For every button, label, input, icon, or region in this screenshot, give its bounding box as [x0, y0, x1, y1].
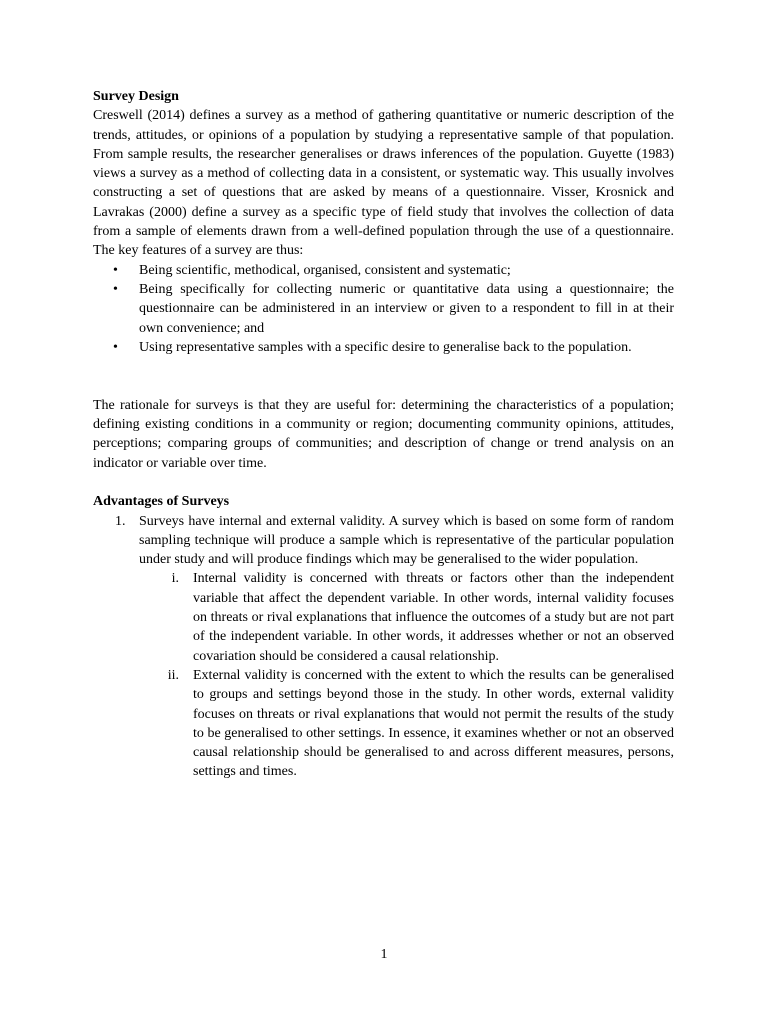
heading-survey-design: Survey Design — [93, 89, 179, 104]
sublist-number: i. — [171, 571, 179, 587]
heading-advantages: Advantages of Surveys — [93, 494, 230, 510]
sublist-item — [139, 666, 674, 782]
bullet-icon: • — [113, 262, 118, 278]
list-item-text: Being scientific, methodical, organised, consistent and systematic; — [139, 262, 511, 278]
advantages-list — [93, 512, 674, 782]
key-features-list — [93, 261, 674, 357]
list-item-text: Using representative samples with a specific desire to generalise back to the population. — [139, 339, 632, 355]
list-item-text: Being specifically for collecting numeric or quantitative data using a questionnaire; the questionnaire can be administered in an interview or given to a respondent to fill in at their own convenience; and — [139, 281, 674, 336]
list-item — [93, 280, 674, 338]
sublist-item-text: External validity is concerned with the extent to which the results can be generalised to groups and settings beyond those in the study. In other words, external validity focuses on threats or rival explanations that would not permit the results of the study to be generalised to other settings. In essence, it examines whether or not an observed causal relationship should be generalised to and across different measures, persons, settings and times. — [193, 667, 674, 780]
sublist-item-text: Internal validity is concerned with threats or factors other than the independent variable that affect the dependent variable. In other words, internal validity focuses on threats or rival explanations that influence the outcomes of a study but are not part of the independent variable. In other words, it addresses whether or not an observed covariation should be considered a causal relationship. — [193, 571, 674, 664]
list-item — [93, 338, 674, 357]
page-content — [93, 87, 674, 782]
list-item — [93, 261, 674, 280]
list-item — [93, 512, 674, 782]
sublist-number: ii. — [167, 667, 179, 683]
validity-sublist — [139, 569, 674, 781]
paragraph-survey-definition: Creswell (2014) defines a survey as a method of gathering quantitative or numeric description of the trends, attitudes, or opinions of a population by studying a representative sample of that population. From sample results, the researcher generalises or draws inferences of the population. Guyette (1983) views a survey as a method of collecting data in a consistent, or systematic way. This usually involves constructing a set of questions that are asked by means of a questionnaire. Visser, Krosnick and Lavrakas (2000) define a survey as a specific type of field study that involves the collection of data from a sample of elements drawn from a well-defined population through the use of a questionnaire. The key features of a survey are thus: — [93, 108, 674, 259]
list-number: 1. — [115, 513, 126, 529]
sublist-item — [139, 569, 674, 665]
list-item-text: Surveys have internal and external validity. A survey which is based on some form of random sampling technique will produce a sample which is representative of the particular population under study and will produce findings which may be generalised to the wider population. — [139, 513, 674, 568]
bullet-icon: • — [113, 339, 118, 355]
paragraph-rationale: The rationale for surveys is that they are useful for: determining the characteristics of a population; defining existing conditions in a community or region; documenting community opinions, attitudes, perceptions; comparing groups of communities; and description of change or trend analysis on an indicator or variable over time. — [93, 397, 674, 471]
page-number: 1 — [380, 947, 388, 962]
spacer — [93, 473, 674, 492]
bullet-icon: • — [113, 281, 118, 297]
spacer — [93, 357, 674, 396]
